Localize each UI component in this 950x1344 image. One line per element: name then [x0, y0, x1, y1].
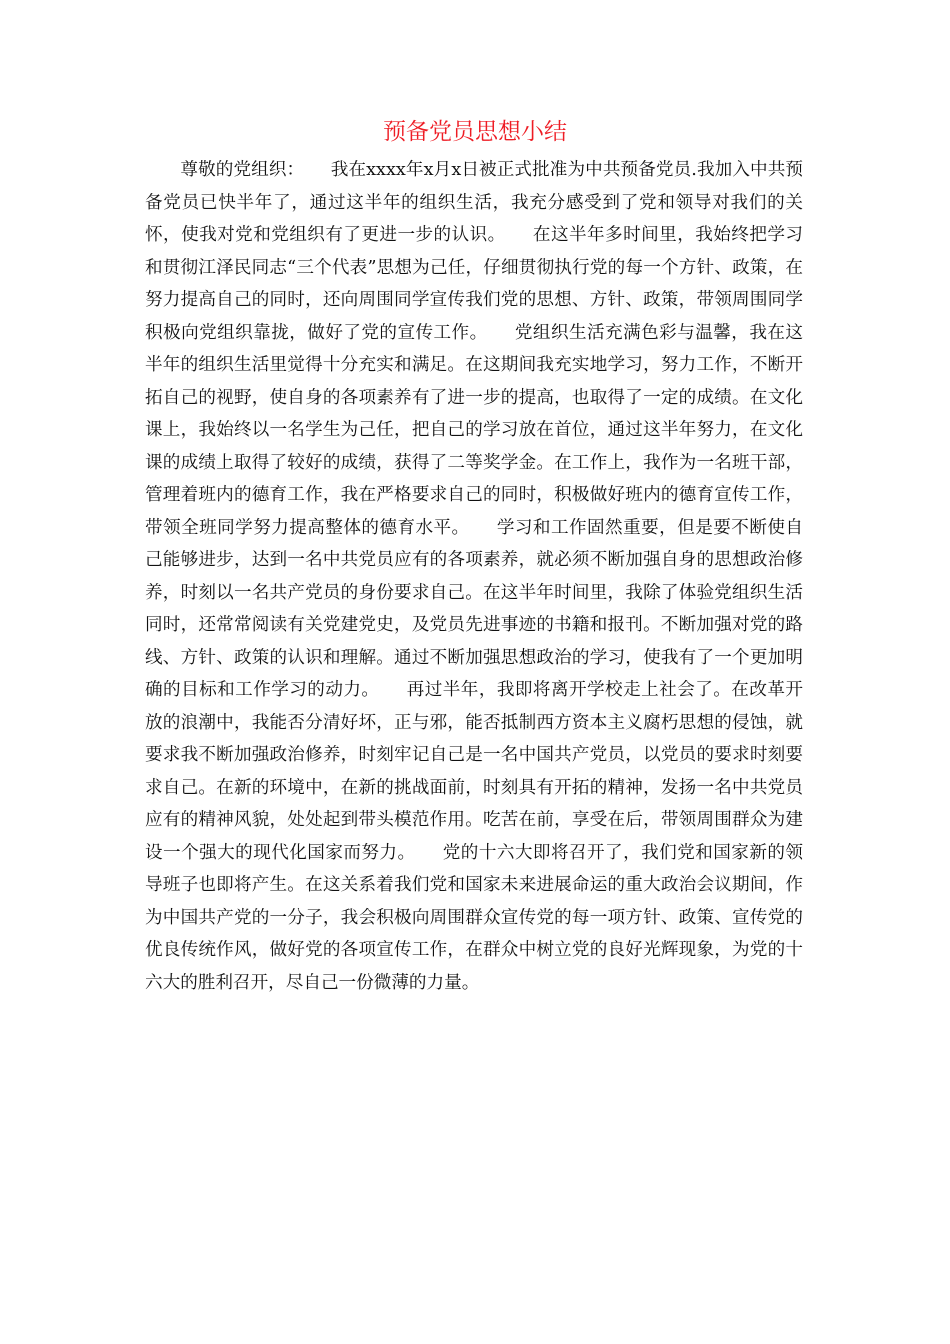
document-body-text: 尊敬的党组织： 我在xxxx年x月x日被正式批准为中共预备党员.我加入中共预备党员已快半年了，通过这半年的组织生活，我充分感受到了党和领导对我们的关怀，使我对党和党组织有了更进一步的认识。 在这半年多时间里，我始终把学习和贯彻江泽民同志“三个代表”思想为己任，仔细贯彻执行党的每一个方针、政策，在努力提高自己的同时，还向周围同学宣传我们党的思想、方针、政策，带领周围同学积极向党组织靠拢，做好了党的宣传工作。 党组织生活充满色彩与温馨，我在这半年的组织生活里觉得十分充实和满足。在这期间我充实地学习，努力工作，不断开拓自己的视野，使自身的各项素养有了进一步的提高，也取得了一定的成绩。在文化课上，我始终以一名学生为己任，把自己的学习放在首位，通过这半年努力，在文化课的成绩上取得了较好的成绩，获得了二等奖学金。在工作上，我作为一名班干部，管理着班内的德育工作，我在严格要求自己的同时，积极做好班内的德育宣传工作，带领全班同学努力提高整体的德育水平。 学习和工作固然重要，但是要不断使自己能够进步，达到一名中共党员应有的各项素养，就必须不断加强自身的思想政治修养，时刻以一名共产党员的身份要求自己。在这半年时间里，我除了体验党组织生活同时，还常常阅读有关党建党史，及党员先进事迹的书籍和报刊。不断加强对党的路线、方针、政策的认识和理解。通过不断加强思想政治的学习，使我有了一个更加明确的目标和工作学习的动力。 再过半年，我即将离开学校走上社会了。在改革开放的浪潮中，我能否分清好坏，正与邪，能否抵制西方资本主义腐朽思想的侵蚀，就要求我不断加强政治修养，时刻牢记自己是一名中国共产党员，以党员的要求时刻要求自己。在新的环境中，在新的挑战面前，时刻具有开拓的精神，发扬一名中共党员应有的精神风貌，处处起到带头模范作用。吃苦在前，享受在后，带领周围群众为建设一个强大的现代化国家而努力。 党的十六大即将召开了，我们党和国家新的领导班子也即将产生。在这关系着我们党和国家未来进展命运的重大政治会议期间，作为中国共产党的一分子，我会积极向周围群众宣传党的每一项方针、政策、宣传党的优良传统作风，做好党的各项宣传工作，在群众中树立党的良好光辉现象，为党的十六大的胜利召开，尽自己一份微薄的力量。 — [145, 160, 803, 993]
document-title: 预备党员思想小结 — [383, 119, 567, 145]
